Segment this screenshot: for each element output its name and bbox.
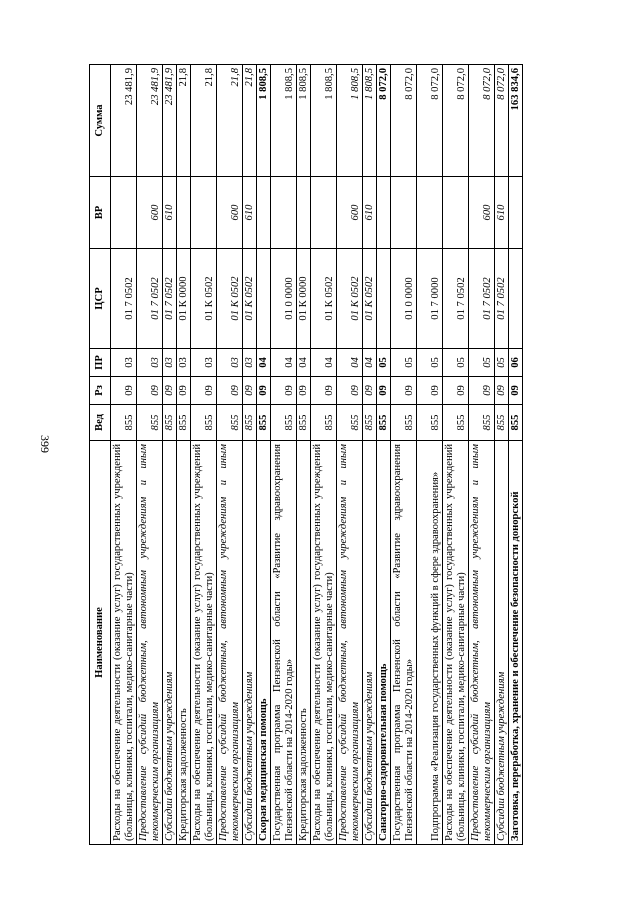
row-ved: 855 — [363, 405, 377, 441]
row-vr — [191, 177, 217, 249]
row-ved: 855 — [257, 405, 271, 441]
page-number: 399 — [38, 435, 52, 453]
row-rz: 09 — [363, 377, 377, 405]
row-sum: 21,8 — [177, 65, 191, 177]
table-row — [163, 65, 177, 845]
table-row — [243, 65, 257, 845]
row-ved: 855 — [297, 405, 311, 441]
table-row — [177, 65, 191, 845]
row-rz: 09 — [337, 377, 363, 405]
row-name: Заготовка, переработка, хранение и обеспечение безопасности донорской — [509, 441, 523, 845]
row-sum: 8 072,0 — [391, 65, 417, 177]
row-vr: 600 — [137, 177, 163, 249]
row-ved: 855 — [191, 405, 217, 441]
header-name: Наименование — [90, 441, 111, 845]
table-row — [137, 65, 163, 845]
row-pr: 05 — [417, 349, 443, 377]
table-row — [337, 65, 363, 845]
row-pr: 04 — [337, 349, 363, 377]
row-ved: 855 — [243, 405, 257, 441]
row-sum: 1 808,5 — [297, 65, 311, 177]
row-pr: 05 — [469, 349, 495, 377]
row-sum: 23 481,9 — [163, 65, 177, 177]
header-vr: ВР — [90, 177, 111, 249]
row-vr — [111, 177, 137, 249]
row-ved: 855 — [177, 405, 191, 441]
row-sum: 23 481,9 — [137, 65, 163, 177]
row-sum: 1 808,5 — [337, 65, 363, 177]
row-csr: 01 0 0000 — [271, 249, 297, 349]
table-row — [469, 65, 495, 845]
row-csr: 01 К 0502 — [337, 249, 363, 349]
row-sum: 21,8 — [191, 65, 217, 177]
rotated-table-wrapper — [89, 65, 564, 845]
header-ved: Вед — [90, 405, 111, 441]
row-csr: 01 7 0502 — [495, 249, 509, 349]
row-name: Расходы на обеспечение деятельности (оказание услуг) государственных учреждений (больницы, клиники, госпитали, медико-санитарные части) — [443, 441, 469, 845]
row-csr: 01 К 0502 — [191, 249, 217, 349]
row-vr — [297, 177, 311, 249]
row-vr — [271, 177, 297, 249]
row-ved: 855 — [311, 405, 337, 441]
row-vr — [443, 177, 469, 249]
row-sum: 1 808,5 — [363, 65, 377, 177]
row-sum: 21,8 — [217, 65, 243, 177]
row-pr: 03 — [111, 349, 137, 377]
row-ved: 855 — [443, 405, 469, 441]
row-vr — [311, 177, 337, 249]
row-name: Государственная программа Пензенской области «Развитие здравоохранения Пензенской области на 2014-2020 годы» — [391, 441, 417, 845]
row-rz: 09 — [111, 377, 137, 405]
row-ved: 855 — [391, 405, 417, 441]
row-csr: 01 7 0502 — [137, 249, 163, 349]
row-name: Субсидии бюджетным учреждениям — [363, 441, 377, 845]
row-name: Субсидии бюджетным учреждениям — [243, 441, 257, 845]
table-row — [191, 65, 217, 845]
row-ved: 855 — [495, 405, 509, 441]
row-ved: 855 — [377, 405, 391, 441]
row-rz: 09 — [417, 377, 443, 405]
row-vr — [177, 177, 191, 249]
row-rz: 09 — [469, 377, 495, 405]
row-name: Расходы на обеспечение деятельности (оказание услуг) государственных учреждений (больницы, клиники, госпитали, медико-санитарные части) — [191, 441, 217, 845]
row-csr: 01 7 0502 — [443, 249, 469, 349]
row-sum: 163 834,6 — [509, 65, 523, 177]
row-rz: 09 — [177, 377, 191, 405]
row-ved: 855 — [271, 405, 297, 441]
row-vr: 610 — [363, 177, 377, 249]
row-vr: 600 — [217, 177, 243, 249]
table-row — [111, 65, 137, 845]
row-ved: 855 — [417, 405, 443, 441]
row-vr — [509, 177, 523, 249]
row-name: Кредиторская задолженность — [177, 441, 191, 845]
row-rz: 09 — [509, 377, 523, 405]
row-name: Подпрограмма «Реализация государственных функций в сфере здравоохранения» — [417, 441, 443, 845]
table-row — [271, 65, 297, 845]
row-vr — [417, 177, 443, 249]
row-vr: 610 — [243, 177, 257, 249]
row-name: Государственная программа Пензенской области «Развитие здравоохранения Пензенской области на 2014-2020 годы» — [271, 441, 297, 845]
table-row — [297, 65, 311, 845]
row-rz: 09 — [243, 377, 257, 405]
row-rz: 09 — [163, 377, 177, 405]
table-row — [391, 65, 417, 845]
row-ved: 855 — [163, 405, 177, 441]
table-row — [311, 65, 337, 845]
row-rz: 09 — [495, 377, 509, 405]
header-rz: Рз — [90, 377, 111, 405]
row-name: Кредиторская задолженность — [297, 441, 311, 845]
row-vr: 610 — [163, 177, 177, 249]
row-name: Предоставление субсидий бюджетным, автономным учреждениям и иным некоммерческим организациям — [469, 441, 495, 845]
row-sum: 23 481,9 — [111, 65, 137, 177]
table-header-row — [90, 65, 111, 845]
row-rz: 09 — [137, 377, 163, 405]
row-rz: 09 — [377, 377, 391, 405]
row-ved: 855 — [137, 405, 163, 441]
row-rz: 09 — [391, 377, 417, 405]
row-pr: 05 — [377, 349, 391, 377]
table-row — [495, 65, 509, 845]
row-csr: 01 7 0000 — [417, 249, 443, 349]
row-sum: 8 072,0 — [469, 65, 495, 177]
row-name: Предоставление субсидий бюджетным, автономным учреждениям и иным некоммерческим организациям — [137, 441, 163, 845]
row-csr: 01 0 0000 — [391, 249, 417, 349]
row-csr: 01 7 0502 — [469, 249, 495, 349]
row-pr: 05 — [391, 349, 417, 377]
row-pr: 03 — [177, 349, 191, 377]
row-vr: 610 — [495, 177, 509, 249]
row-vr — [377, 177, 391, 249]
row-name: Расходы на обеспечение деятельности (оказание услуг) государственных учреждений (больницы, клиники, госпитали, медико-санитарные части) — [311, 441, 337, 845]
row-name: Санаторно-оздоровительная помощь — [377, 441, 391, 845]
row-ved: 855 — [509, 405, 523, 441]
table-row — [377, 65, 391, 845]
header-pr: ПР — [90, 349, 111, 377]
row-ved: 855 — [217, 405, 243, 441]
budget-table — [89, 64, 523, 845]
row-sum: 8 072,0 — [417, 65, 443, 177]
row-sum: 1 808,5 — [257, 65, 271, 177]
table-row — [443, 65, 469, 845]
row-rz: 09 — [217, 377, 243, 405]
row-pr: 05 — [495, 349, 509, 377]
row-csr: 01 К 0502 — [217, 249, 243, 349]
row-name: Субсидии бюджетным учреждениям — [163, 441, 177, 845]
row-pr: 04 — [363, 349, 377, 377]
row-rz: 09 — [443, 377, 469, 405]
row-rz: 09 — [191, 377, 217, 405]
row-sum: 21,8 — [243, 65, 257, 177]
row-vr — [391, 177, 417, 249]
row-ved: 855 — [337, 405, 363, 441]
table-row — [509, 65, 523, 845]
row-pr: 04 — [257, 349, 271, 377]
row-name: Скорая медицинская помощь — [257, 441, 271, 845]
row-pr: 03 — [243, 349, 257, 377]
row-name: Расходы на обеспечение деятельности (оказание услуг) государственных учреждений (больницы, клиники, госпитали, медико-санитарные части) — [111, 441, 137, 845]
row-sum: 1 808,5 — [271, 65, 297, 177]
row-rz: 09 — [271, 377, 297, 405]
row-csr: 01 7 0502 — [163, 249, 177, 349]
row-name: Предоставление субсидий бюджетным, автономным учреждениям и иным некоммерческим организациям — [337, 441, 363, 845]
row-sum: 8 072,0 — [443, 65, 469, 177]
row-vr: 600 — [337, 177, 363, 249]
row-pr: 03 — [191, 349, 217, 377]
table-row — [257, 65, 271, 845]
table-row — [417, 65, 443, 845]
table-row — [217, 65, 243, 845]
row-pr: 03 — [137, 349, 163, 377]
row-rz: 09 — [297, 377, 311, 405]
row-ved: 855 — [469, 405, 495, 441]
row-csr: 01 К 0000 — [177, 249, 191, 349]
row-pr: 06 — [509, 349, 523, 377]
row-csr — [377, 249, 391, 349]
row-csr: 01 К 0502 — [311, 249, 337, 349]
row-pr: 05 — [443, 349, 469, 377]
row-csr: 01 К 0502 — [363, 249, 377, 349]
row-csr — [509, 249, 523, 349]
row-sum: 8 072,0 — [377, 65, 391, 177]
row-name: Предоставление субсидий бюджетным, автономным учреждениям и иным некоммерческим организациям — [217, 441, 243, 845]
row-pr: 04 — [297, 349, 311, 377]
row-csr: 01 К 0000 — [297, 249, 311, 349]
row-sum: 1 808,5 — [311, 65, 337, 177]
row-csr — [257, 249, 271, 349]
row-ved: 855 — [111, 405, 137, 441]
row-csr: 01 7 0502 — [111, 249, 137, 349]
row-rz: 09 — [311, 377, 337, 405]
header-csr: ЦСР — [90, 249, 111, 349]
row-name: Субсидии бюджетным учреждениям — [495, 441, 509, 845]
row-pr: 04 — [271, 349, 297, 377]
row-pr: 03 — [163, 349, 177, 377]
header-sum: Сумма — [90, 65, 111, 177]
row-pr: 04 — [311, 349, 337, 377]
table-row — [363, 65, 377, 845]
row-csr: 01 К 0502 — [243, 249, 257, 349]
row-rz: 09 — [257, 377, 271, 405]
row-pr: 03 — [217, 349, 243, 377]
table-body — [111, 65, 523, 845]
row-vr — [257, 177, 271, 249]
row-sum: 8 072,0 — [495, 65, 509, 177]
row-vr: 600 — [469, 177, 495, 249]
